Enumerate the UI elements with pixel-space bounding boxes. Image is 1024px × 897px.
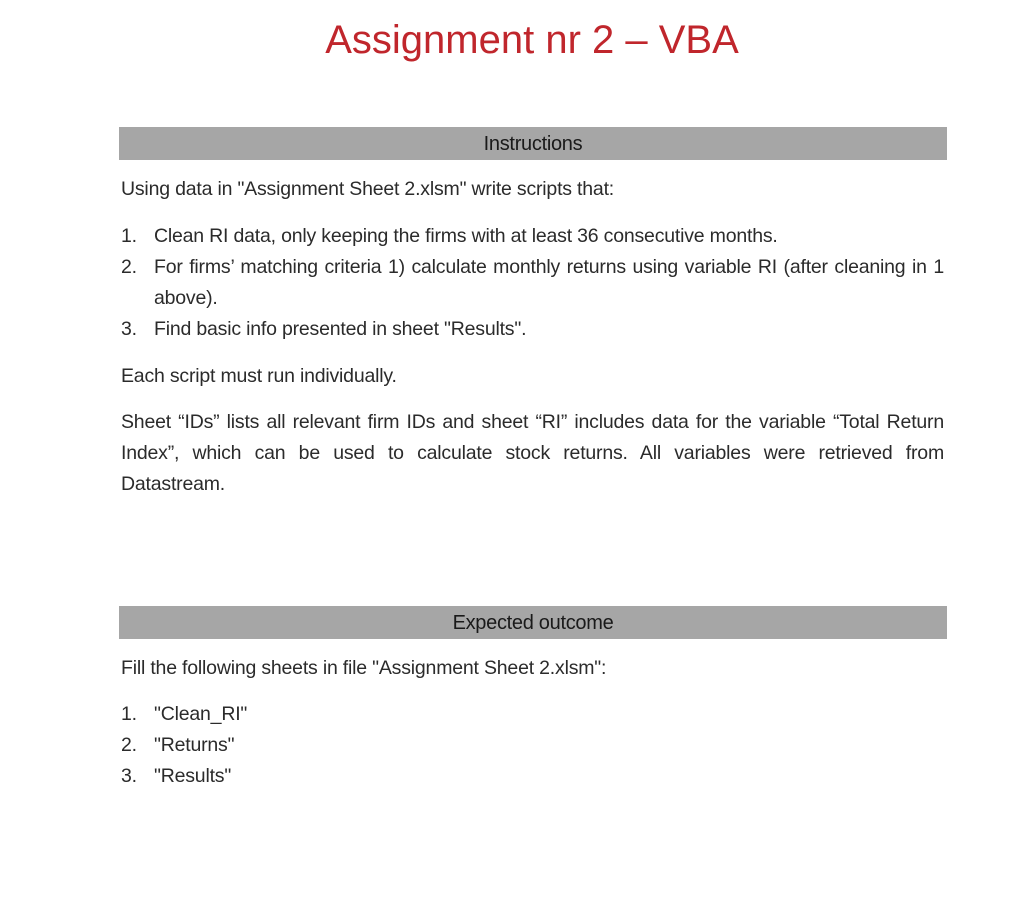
list-item-text: For firms’ matching criteria 1) calculate monthly returns using variable RI (after cleaning in 1 above).	[154, 256, 944, 309]
list-item	[121, 761, 944, 792]
list-item-number: 1.	[121, 703, 137, 725]
list-item-text: "Returns"	[154, 734, 235, 756]
list-item	[121, 252, 944, 314]
list-item-number: 1.	[121, 225, 137, 247]
document-title: Assignment nr 2 – VBA	[325, 18, 739, 62]
instructions-note: Each script must run individually.	[121, 365, 397, 387]
instructions-intro: Using data in "Assignment Sheet 2.xlsm" write scripts that:	[121, 178, 615, 200]
instructions-list	[121, 221, 944, 345]
list-item-number: 2.	[121, 734, 137, 756]
list-item-number: 2.	[121, 256, 137, 278]
list-item-number: 3.	[121, 318, 137, 340]
list-item-text: "Clean_RI"	[154, 703, 248, 725]
list-item-text: Clean RI data, only keeping the firms with at least 36 consecutive months.	[154, 225, 778, 247]
expected-outcome-list	[121, 699, 944, 792]
list-item	[121, 730, 944, 761]
list-item-text: Find basic info presented in sheet "Results".	[154, 318, 527, 340]
instructions-description: Sheet “IDs” lists all relevant firm IDs and sheet “RI” includes data for the variable “Total Return Index”, which can be used to calculate stock returns. All variables were retrieved from Datastream.	[121, 411, 944, 495]
list-item	[121, 314, 944, 345]
expected-outcome-heading-bar: Expected outcome	[119, 606, 947, 639]
list-item	[121, 221, 944, 252]
list-item-text: "Results"	[154, 765, 232, 787]
list-item-number: 3.	[121, 765, 137, 787]
expected-outcome-intro: Fill the following sheets in file "Assignment Sheet 2.xlsm":	[121, 657, 607, 679]
list-item	[121, 699, 944, 730]
instructions-heading-bar: Instructions	[119, 127, 947, 160]
